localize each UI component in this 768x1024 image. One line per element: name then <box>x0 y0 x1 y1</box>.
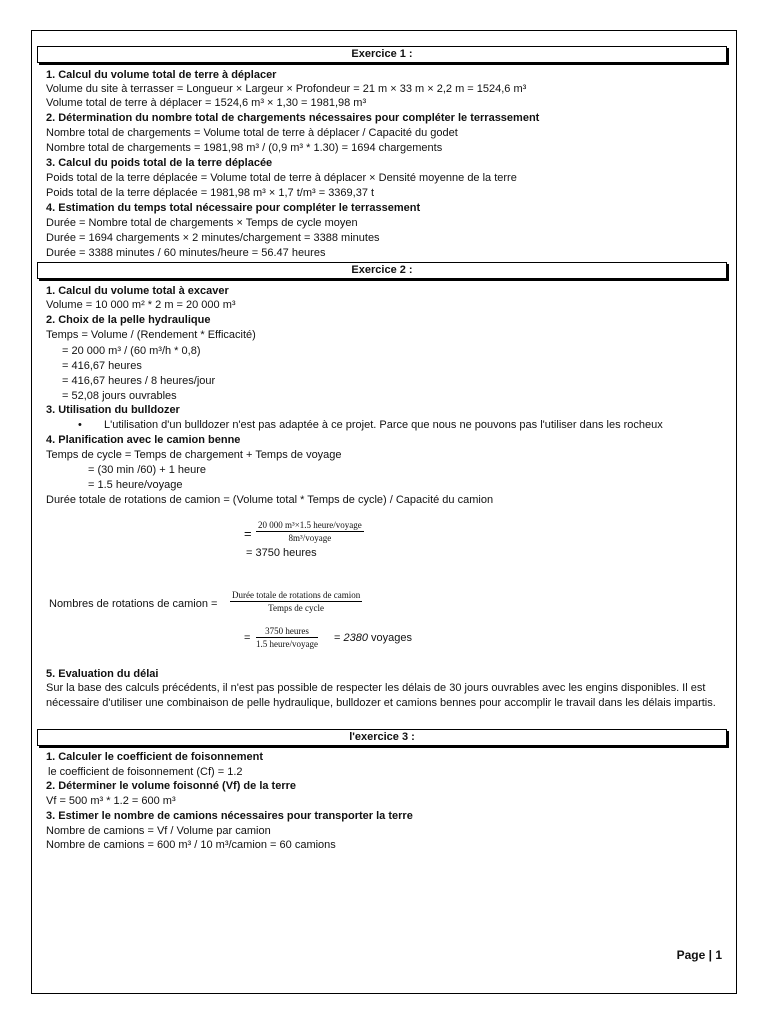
ex1-text: Poids total de la terre déplacée = 1981,98 m³ × 1,7 t/m³ = 3369,37 t <box>46 187 375 199</box>
ex1-section-1-title: 1. Calcul du volume total de terre à déplacer <box>46 69 277 81</box>
ex3-text: Vf = 500 m³ * 1.2 = 600 m³ <box>46 795 176 807</box>
fraction-voyages <box>256 626 318 649</box>
ex1-text: Durée = Nombre total de chargements × Temps de cycle moyen <box>46 217 358 229</box>
ex2-voyages-unit: voyages <box>371 632 413 644</box>
fraction-numerator: Durée totale de rotations de camion <box>232 590 361 600</box>
ex3-section-1-title: 1. Calculer le coefficient de foisonnement <box>46 751 263 763</box>
ex1-text: Durée = 3388 minutes / 60 minutes/heure = 56.47 heures <box>46 247 326 259</box>
fraction-volume-cycle <box>256 520 364 543</box>
ex2-fraction-label: Nombres de rotations de camion = <box>49 598 218 610</box>
ex1-section-2-title: 2. Détermination du nombre total de chargements nécessaires pour compléter le terrassement <box>46 112 540 124</box>
ex1-text: Durée = 1694 chargements × 2 minutes/chargement = 3388 minutes <box>46 232 380 244</box>
ex1-section-3-title: 3. Calcul du poids total de la terre déplacée <box>46 157 273 169</box>
ex2-text: Volume = 10 000 m² * 2 m = 20 000 m³ <box>46 299 236 311</box>
fraction-numerator: 20 000 m³×1.5 heure/voyage <box>258 520 362 530</box>
ex3-text: le coefficient de foisonnement (Cf) = 1.2 <box>48 766 243 778</box>
fraction-numerator: 3750 heures <box>256 626 318 638</box>
ex2-voyages-result: = 2380 voyages <box>334 632 413 644</box>
ex1-text: Volume total de terre à déplacer = 1524,6 m³ × 1,30 = 1981,98 m³ <box>46 97 367 109</box>
ex2-voyages-value: 2380 <box>343 632 368 644</box>
ex1-text: Nombre total de chargements = 1981,98 m³ / (0,9 m³ * 1.30) = 1694 chargements <box>46 142 443 154</box>
ex1-text: Volume du site à terrasser = Longueur × Largeur × Profondeur = 21 m × 33 m × 2,2 m = 1524,6 m³ <box>46 83 527 95</box>
ex2-section-2-title: 2. Choix de la pelle hydraulique <box>46 314 211 326</box>
ex2-result: = 3750 heures <box>246 547 317 559</box>
fraction-denominator: 1.5 heure/voyage <box>256 639 318 649</box>
ex3-section-2-title: 2. Déterminer le volume foisonné (Vf) de la terre <box>46 780 297 792</box>
fraction-denominator: 8m³/voyage <box>288 533 332 543</box>
ex2-text: = (30 min /60) + 1 heure <box>88 464 207 476</box>
ex2-text: = 416,67 heures / 8 heures/jour <box>62 375 216 387</box>
ex3-text: Nombre de camions = 600 m³ / 10 m³/camion = 60 camions <box>46 839 336 851</box>
ex2-section-4-title: 4. Planification avec le camion benne <box>46 434 241 446</box>
ex1-text: Nombre total de chargements = Volume total de terre à déplacer / Capacité du godet <box>46 127 458 139</box>
ex2-text: = 20 000 m³ / (60 m³/h * 0,8) <box>62 345 201 357</box>
page-number: Page | 1 <box>676 948 722 962</box>
exercise-3-header: l'exercice 3 : <box>37 729 727 746</box>
ex2-section-3-title: 3. Utilisation du bulldozer <box>46 404 180 416</box>
exercise-2-header: Exercice 2 : <box>37 262 727 279</box>
ex3-section-3-title: 3. Estimer le nombre de camions nécessaires pour transporter la terre <box>46 810 413 822</box>
ex3-text: Nombre de camions = Vf / Volume par camion <box>46 825 271 837</box>
exercise-1-header: Exercice 1 : <box>37 46 727 63</box>
equals-sign: = <box>244 526 252 541</box>
ex2-bullet-text: L'utilisation d'un bulldozer n'est pas adaptée à ce projet. Parce que nous ne pouvons pas l'utiliser dans les rocheux <box>104 419 663 431</box>
ex1-text: Poids total de la terre déplacée = Volume total de terre à déplacer × Densité moyenne de la terre <box>46 172 517 184</box>
ex2-section-5-title: 5. Evaluation du délai <box>46 668 159 680</box>
ex2-text: = 416,67 heures <box>62 360 142 372</box>
ex2-evaluation-text: Sur la base des calculs précédents, il n'est pas possible de respecter les délais de 30 jours ouvrables avec les engins disponibles. Il est nécessaire d'utiliser une combinaison de pelle hydraulique, bulldozer et camions bennes pour accomplir le travail dans les délais impartis. <box>46 682 716 709</box>
ex1-section-4-title: 4. Estimation du temps total nécessaire pour compléter le terrassement <box>46 202 421 214</box>
ex2-text: Temps = Volume / (Rendement * Efficacité) <box>46 329 256 341</box>
equals-sign: = <box>244 632 251 644</box>
ex2-text: = 1.5 heure/voyage <box>88 479 183 491</box>
fraction-rotations <box>230 590 362 613</box>
ex2-text: Durée totale de rotations de camion = (Volume total * Temps de cycle) / Capacité du camion <box>46 494 494 506</box>
ex2-text: Temps de cycle = Temps de chargement + Temps de voyage <box>46 449 342 461</box>
ex2-section-1-title: 1. Calcul du volume total à excaver <box>46 285 229 297</box>
bullet-icon: • <box>78 419 82 431</box>
fraction-denominator: Temps de cycle <box>268 603 325 613</box>
ex2-text: = 52,08 jours ouvrables <box>62 390 177 402</box>
